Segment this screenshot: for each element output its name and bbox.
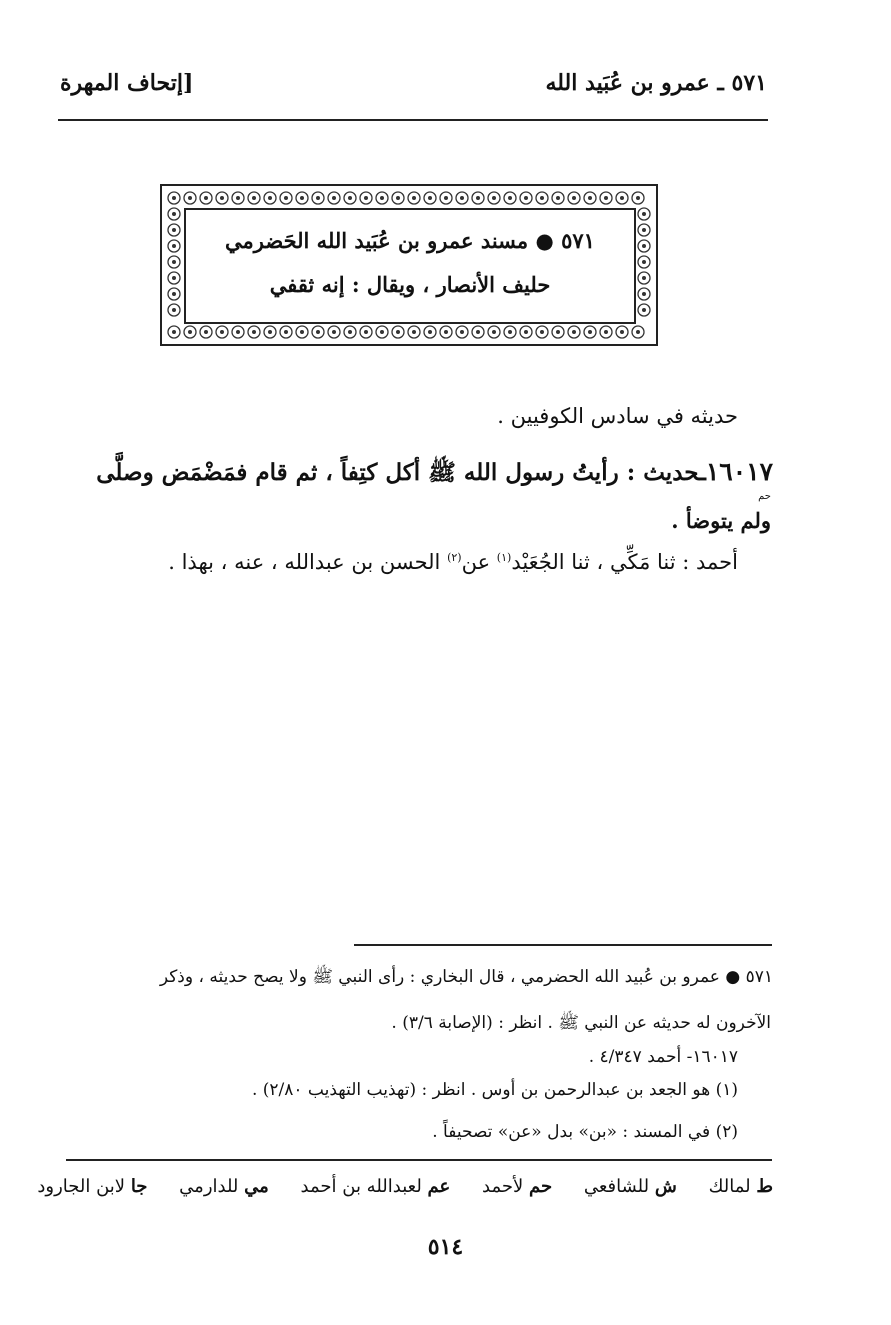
ornament-dot (636, 196, 640, 200)
ornament-dot (604, 196, 608, 200)
ornament-dot (508, 196, 512, 200)
ornament-dot (460, 196, 464, 200)
footnote-line: ١٦٠١٧- أحمد ٤/٣٤٧ . (588, 1047, 738, 1067)
sigla-legend (11, 1176, 773, 1197)
ornament-dot (204, 330, 208, 334)
ornament-dot (380, 196, 384, 200)
isnad-part2: عن (461, 550, 497, 574)
ornament-dot (642, 292, 646, 296)
legend-item: حم لأحمد (482, 1176, 553, 1197)
ornament-dot (236, 330, 240, 334)
running-header-title: ٥٧١ ـ عمرو بن عُبَيد الله (545, 70, 767, 96)
ornament-dot (642, 260, 646, 264)
ornament-dot (316, 330, 320, 334)
ornament-dot (284, 196, 288, 200)
legend-item: جا لابن الجارود (37, 1176, 148, 1197)
ornament-dot (172, 212, 176, 216)
ornament-dot (642, 308, 646, 312)
ornament-dot (332, 196, 336, 200)
ornament-dot (380, 330, 384, 334)
legend-item: ط لمالك (708, 1176, 773, 1197)
ornament-dot (492, 330, 496, 334)
ornament-dot (540, 196, 544, 200)
legend-item: عم لعبدالله بن أحمد (300, 1176, 451, 1197)
ornament-dot (300, 330, 304, 334)
ornament-dot (412, 196, 416, 200)
ornament-dot (188, 196, 192, 200)
ornament-dot (620, 196, 624, 200)
ornament-dot (428, 330, 432, 334)
ornament-dot (220, 330, 224, 334)
ornament-dot (556, 196, 560, 200)
ornament-dot (348, 330, 352, 334)
footnote-line: (١) هو الجعد بن عبدالرحمن بن أوس . انظر : (تهذيب التهذيب ٢/٨٠) . (251, 1080, 738, 1100)
hadith-text-line1: ـحديث : رأيتُ رسول الله ﷺ أكل كتِفاً ، ثم قام فمَضْمَض وصلَّى (96, 459, 706, 486)
ornament-dot (220, 196, 224, 200)
footnote-line: الآخرون له حديثه عن النبي ﷺ . انظر : (الإصابة ٣/٦) . (391, 1013, 771, 1033)
ornament-dot (348, 196, 352, 200)
intro-line: حديثه في سادس الكوفيين . (497, 404, 738, 428)
ornament-dot (316, 196, 320, 200)
ornament-dot (172, 228, 176, 232)
ornament-dot (412, 330, 416, 334)
ornament-dot (172, 260, 176, 264)
page-number: ٥١٤ (427, 1234, 464, 1260)
ornament-dot (604, 330, 608, 334)
legend-item: مي للدارمي (179, 1176, 269, 1197)
isnad-part1: أحمد : ثنا مَكِّي ، ثنا الجُعَيْد (511, 550, 738, 574)
ornament-dot (642, 244, 646, 248)
footnote-line: ٥٧١ ● عمرو بن عُبيد الله الحضرمي ، قال البخاري : رأى النبي ﷺ ولا يصح حديثه ، وذكر (159, 967, 773, 987)
ornament-dot (476, 196, 480, 200)
ornament-dot (556, 330, 560, 334)
ornament-dot (572, 196, 576, 200)
legend-item: ش للشافعي (583, 1176, 677, 1197)
ornament-dot (642, 228, 646, 232)
ornament-dot (172, 196, 176, 200)
hadith-text (63, 457, 773, 492)
source-siglum: حم (758, 491, 771, 502)
hadith-text-line2: ولم يتوضأ . (671, 508, 771, 533)
ornament-dot (172, 276, 176, 280)
ornament-dot (396, 196, 400, 200)
running-header-book: [إتحاف المهرة (60, 70, 194, 96)
ornament-dot (268, 330, 272, 334)
footnote-divider (354, 944, 772, 946)
ornament-dot (364, 196, 368, 200)
ornament-dot (172, 244, 176, 248)
ornament-dot (172, 330, 176, 334)
ornament-dot (300, 196, 304, 200)
ornament-dot (444, 196, 448, 200)
ornament-dot (428, 196, 432, 200)
note-ref-2: (٢) (447, 551, 462, 564)
ornament-dot (476, 330, 480, 334)
ornament-dot (284, 330, 288, 334)
ornament-dot (252, 330, 256, 334)
ornament-dot (188, 330, 192, 334)
ornament-dot (252, 196, 256, 200)
ornament-dot (332, 330, 336, 334)
ornament-dot (172, 292, 176, 296)
ornament-dot (588, 330, 592, 334)
ornament-dot (642, 276, 646, 280)
ornament-dot (620, 330, 624, 334)
ornament-dot (364, 330, 368, 334)
header-divider (58, 119, 768, 121)
ornament-dot (524, 330, 528, 334)
ornament-dot (492, 196, 496, 200)
isnad-line (168, 550, 738, 574)
ornament-dot (572, 330, 576, 334)
ornament-dot (524, 196, 528, 200)
ornament-dot (508, 330, 512, 334)
ornament-dot (540, 330, 544, 334)
note-ref-1: (١) (496, 551, 512, 564)
legend-divider (66, 1159, 772, 1161)
chapter-subtitle: حليف الأنصار ، ويقال : إنه ثقفي (269, 272, 551, 297)
ornament-dot (460, 330, 464, 334)
ornament-dot (268, 196, 272, 200)
ornament-dot (636, 330, 640, 334)
chapter-title: ٥٧١ ● مسند عمرو بن عُبَيد الله الحَضرمي (225, 228, 595, 253)
isnad-part3: الحسن بن عبدالله ، عنه ، بهذا . (168, 550, 448, 574)
ornament-dot (642, 212, 646, 216)
ornament-dot (588, 196, 592, 200)
ornament-dot (444, 330, 448, 334)
ornament-dot (236, 196, 240, 200)
chapter-heading-box (184, 208, 636, 324)
ornament-dot (172, 308, 176, 312)
hadith-number: ١٦٠١٧ (705, 457, 773, 486)
footnote-line: (٢) في المسند : «بن» بدل «عن» تصحيفاً . (432, 1122, 738, 1142)
ornament-dot (204, 196, 208, 200)
ornament-dot (396, 330, 400, 334)
